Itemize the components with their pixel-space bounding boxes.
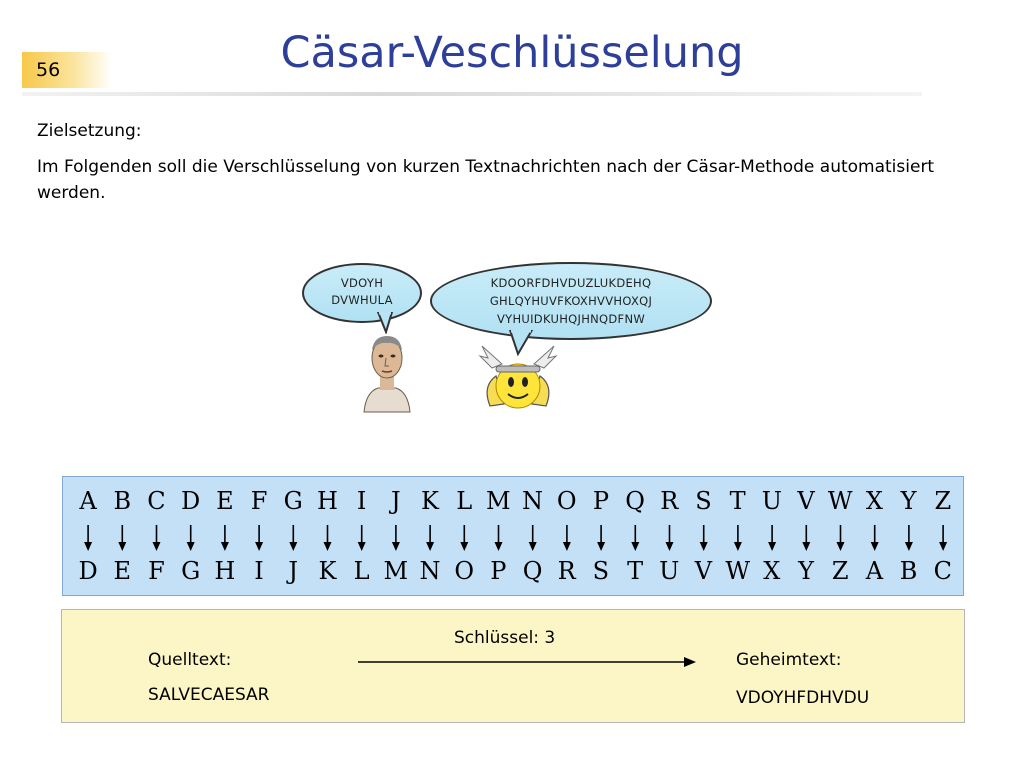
plain-letter: F (250, 487, 268, 515)
shifted-letter: P (490, 557, 507, 585)
down-arrow-icon (358, 525, 366, 551)
shifted-letter: Y (798, 557, 814, 585)
caesar-bubble-tail (376, 312, 396, 334)
plain-letter: Y (900, 487, 917, 515)
shifted-letter: Z (831, 557, 849, 585)
shifted-letter: J (288, 557, 299, 585)
winged-helmet-smiley-icon (478, 342, 558, 414)
encrypt-arrow-icon (358, 654, 698, 670)
down-arrow-icon (837, 525, 845, 551)
shifted-letter: M (383, 557, 409, 585)
shifted-letter: F (148, 557, 165, 585)
plain-letter: W (827, 487, 853, 515)
shifted-letter: Q (522, 557, 543, 585)
bubble-line: VDOYH (340, 276, 384, 290)
goal-label: Zielsetzung: (37, 121, 142, 141)
plain-letter: G (283, 487, 303, 515)
shifted-letter: N (419, 557, 441, 585)
down-arrow-icon (631, 525, 639, 551)
plain-letter: C (147, 487, 166, 515)
down-arrow-icon (734, 525, 742, 551)
cipher-text-label: Geheimtext: (736, 650, 842, 670)
shifted-alphabet-row (71, 557, 971, 585)
shifted-letter: K (318, 557, 337, 585)
plain-letter: B (113, 487, 132, 515)
plain-letter: Z (934, 487, 952, 515)
plain-letter: D (181, 487, 201, 515)
caesar-speech-bubble (302, 263, 422, 323)
asterix-speech-bubble (430, 262, 712, 340)
shifted-letter: U (659, 557, 680, 585)
bubble-line: DVWHULA (331, 293, 393, 307)
shifted-letter: R (557, 557, 576, 585)
caesar-bust-icon (358, 332, 416, 414)
down-arrow-icon (84, 525, 92, 551)
plain-letter: L (456, 487, 473, 515)
shifted-letter: G (181, 557, 201, 585)
plain-letter: H (316, 487, 338, 515)
plain-letter: V (797, 487, 815, 515)
title-divider (22, 92, 922, 96)
down-arrow-icon (700, 525, 708, 551)
down-arrow-icon (666, 525, 674, 551)
plain-letter: S (695, 487, 712, 515)
bubble-line: KDOORFDHVDUZLUKDEHQ (490, 276, 652, 290)
plain-letter: J (390, 487, 401, 515)
down-arrow-icon (939, 525, 947, 551)
shifted-letter: S (592, 557, 610, 585)
goal-text: Im Folgenden soll die Verschlüsselung von kurzen Textnachrichten nach der Cäsar-Methode automatisiert werden. (37, 157, 935, 203)
shifted-letter: I (254, 557, 264, 585)
shifted-letter: H (214, 557, 236, 585)
bubble-line: VYHUIDKUHQJHNQDFNW (496, 312, 646, 326)
down-arrow-icon (221, 525, 229, 551)
down-arrow-icon (255, 525, 263, 551)
shifted-letter: V (694, 557, 713, 585)
down-arrow-icon (495, 525, 503, 551)
down-arrow-icon (289, 525, 297, 551)
shifted-letter: C (933, 557, 952, 585)
key-label: Schlüssel: 3 (454, 628, 556, 648)
shifted-letter: T (627, 557, 644, 585)
down-arrow-icon (905, 525, 913, 551)
shifted-letter: D (78, 557, 98, 585)
cipher-text-value: VDOYHFDHVDU (736, 688, 870, 708)
shifted-letter: W (725, 557, 750, 585)
page-title: Cäsar-Veschlüsselung (280, 28, 744, 78)
down-arrow-icon (871, 525, 879, 551)
down-arrow-icon (563, 525, 571, 551)
down-arrow-icon (392, 525, 400, 551)
plain-alphabet-row (71, 487, 971, 515)
shifted-letter: O (454, 557, 474, 585)
plain-letter: X (865, 487, 883, 515)
shifted-letter: A (865, 557, 884, 585)
down-arrow-icon (768, 525, 776, 551)
plain-letter: T (729, 487, 746, 515)
bubble-line: GHLQYHUVFKOXHVVHOXQJ (489, 294, 653, 308)
shifted-letter: E (113, 557, 132, 585)
plain-letter: P (592, 487, 609, 515)
down-arrow-icon (426, 525, 434, 551)
plain-letter: O (556, 487, 577, 515)
encryption-example-box (61, 609, 965, 723)
plain-letter: A (79, 487, 97, 515)
source-text-value: SALVECAESAR (148, 685, 270, 705)
plain-letter: K (421, 487, 439, 515)
plain-letter: U (761, 487, 782, 515)
plain-letter: N (522, 487, 544, 515)
shifted-letter: X (763, 557, 781, 585)
down-arrow-icon (802, 525, 810, 551)
cipher-alphabet-table (62, 476, 964, 596)
down-arrow-icon (153, 525, 161, 551)
source-text-label: Quelltext: (148, 650, 232, 670)
slide-number: 56 (36, 59, 61, 81)
plain-letter: M (486, 487, 511, 515)
plain-letter: I (356, 487, 367, 515)
plain-letter: E (216, 487, 234, 515)
shifted-letter: B (899, 557, 918, 585)
down-arrow-icon (597, 525, 605, 551)
down-arrow-icon (529, 525, 537, 551)
down-arrow-icon (187, 525, 195, 551)
shifted-letter: L (353, 557, 370, 585)
down-arrow-icon (118, 525, 126, 551)
plain-letter: Q (625, 487, 645, 515)
down-arrow-icon (460, 525, 468, 551)
plain-letter: R (660, 487, 679, 515)
down-arrow-icon (324, 525, 332, 551)
mapping-arrows (71, 521, 961, 555)
